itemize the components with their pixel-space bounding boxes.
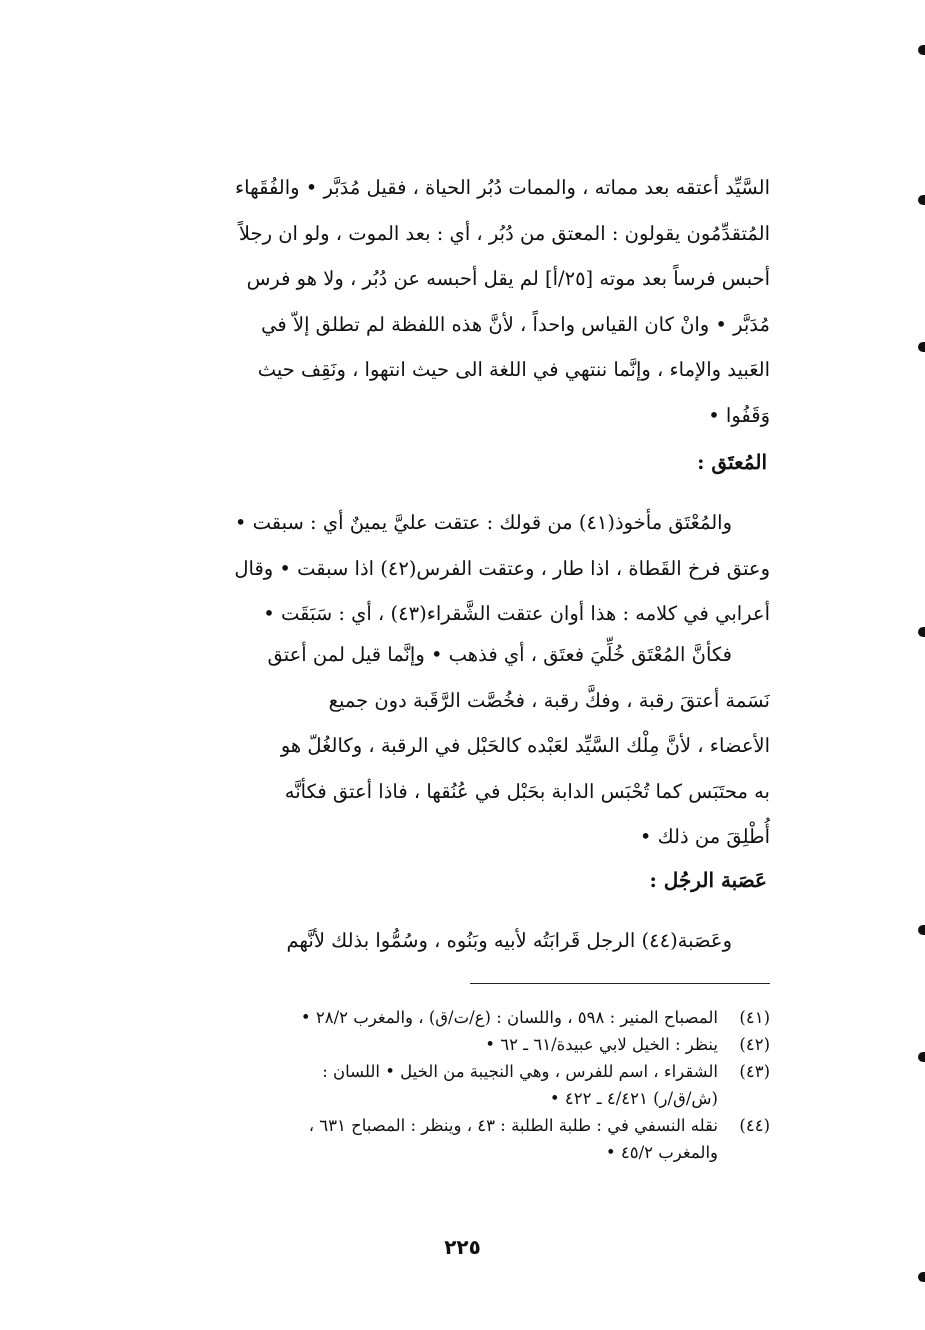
text-line: أُطْلِقَ من ذلك •	[639, 825, 770, 848]
footnote-text: نقله النسفي في : طلبة الطلبة : ٤٣ ، وينظر : المصباح ٦٣١ ،	[308, 1116, 718, 1135]
footnote-number: (٤٢)	[739, 1035, 770, 1054]
scan-edge-mark	[918, 1272, 925, 1282]
footnote-divider	[470, 983, 770, 984]
footnote-number: (٤١)	[739, 1008, 770, 1027]
text-line: أحبس فرساً بعد موته [٢٥/أ] لم يقل أحبسه عن دُبُر ، ولا هو فرس	[246, 267, 770, 290]
page-number: ٢٢٥	[444, 1235, 481, 1259]
footnote-text: والمغرب ٤٥/٢ •	[605, 1143, 718, 1162]
text-line: مُدَبَّر • وانْ كان القياس واحداً ، لأنَّ هذه اللفظة لم تطلق إلاّ في	[261, 312, 770, 336]
footnote-text: المصباح المنير : ٥٩٨ ، واللسان : (ع/ت/ق) ، والمغرب ٢٨/٢ •	[300, 1008, 718, 1027]
text-line: والمُعْتَق مأخوذ(٤١) من قولك : عتقت عليَّ يمينٌ أي : سبقت •	[234, 511, 732, 534]
text-line: به محتَبَس كما تُحْبَس الدابة بحَبْل في عُنُقها ، فاذا أعتق فكأنَّه	[284, 779, 770, 803]
scan-edge-mark	[918, 342, 925, 352]
section-heading-asaba: عَصَبة الرجُل :	[649, 868, 767, 892]
text-line: نَسَمة أعتقَ رقبة ، وفكَّ رقبة ، فخُصَّت الرَّقَبة دون جميع	[328, 688, 770, 712]
text-line: الأعضاء ، لأنَّ مِلْك السَّيِّد لعَبْده كالحَبْل في الرقبة ، وكالغُلّ هو	[280, 734, 770, 757]
footnote-44	[110, 1112, 770, 1166]
section-heading-mutaq: المُعتَق :	[697, 450, 767, 474]
paragraph-3	[110, 632, 770, 860]
text-line: فكأنَّ المُعْتَق خُلِّيَ فعتَق ، أي فذهب • وإنَّما قيل لمن أعتق	[267, 643, 732, 666]
text-line: السَّيِّد أعتقه بعد مماته ، والممات دُبُر الحياة ، فقيل مُدَبَّر • والفُقَهاء	[234, 176, 770, 199]
text-line: العَبيد والإماء ، وإنَّما ننتهي في اللغة الى حيث انتهوا ، ونَقِف حيث	[257, 358, 770, 381]
footnote-text: (ش/ق/ر) ٤/٤٢١ ـ ٤٢٢ •	[549, 1089, 718, 1108]
text-line: وَقَفُوا •	[708, 403, 770, 427]
paragraph-4	[110, 918, 770, 964]
text-line: المُتقدِّمُون يقولون : المعتق من دُبُر ، أي : بعد الموت ، ولو ان رجلاً	[238, 221, 770, 245]
footnote-number: (٤٣)	[739, 1062, 770, 1081]
text-line: وعتق فرخ القَطاة ، اذا طار ، وعتقت الفرس(٤٢) اذا سبقت • وقال	[234, 556, 770, 580]
footnote-text: الشقراء ، اسم للفرس ، وهي النجيبة من الخيل • اللسان :	[322, 1062, 718, 1081]
text-line: أعرابي في كلامه : هذا أوان عتقت الشَّقراء(٤٣) ، أي : سَبَقَت •	[263, 602, 770, 625]
footnotes	[110, 1004, 770, 1166]
scan-edge-mark	[918, 45, 925, 55]
text-line: وعَصَبة(٤٤) الرجل قَرابَتُه لأبيه وبَنُوه ، وسُمُّوا بذلك لأنَّهم	[286, 929, 732, 952]
scan-edge-mark	[918, 195, 925, 205]
paragraph-2	[110, 500, 770, 637]
footnote-41	[110, 1004, 770, 1031]
scan-edge-mark	[918, 1052, 925, 1062]
footnote-number: (٤٤)	[739, 1116, 770, 1135]
scan-edge-mark	[918, 925, 925, 935]
footnote-43	[110, 1058, 770, 1112]
paragraph-1	[110, 165, 770, 438]
footnote-text: ينظر : الخيل لابي عبيدة/٦١ ـ ٦٢ •	[485, 1035, 718, 1054]
scan-edge-mark	[918, 627, 925, 637]
footnote-42	[110, 1031, 770, 1058]
